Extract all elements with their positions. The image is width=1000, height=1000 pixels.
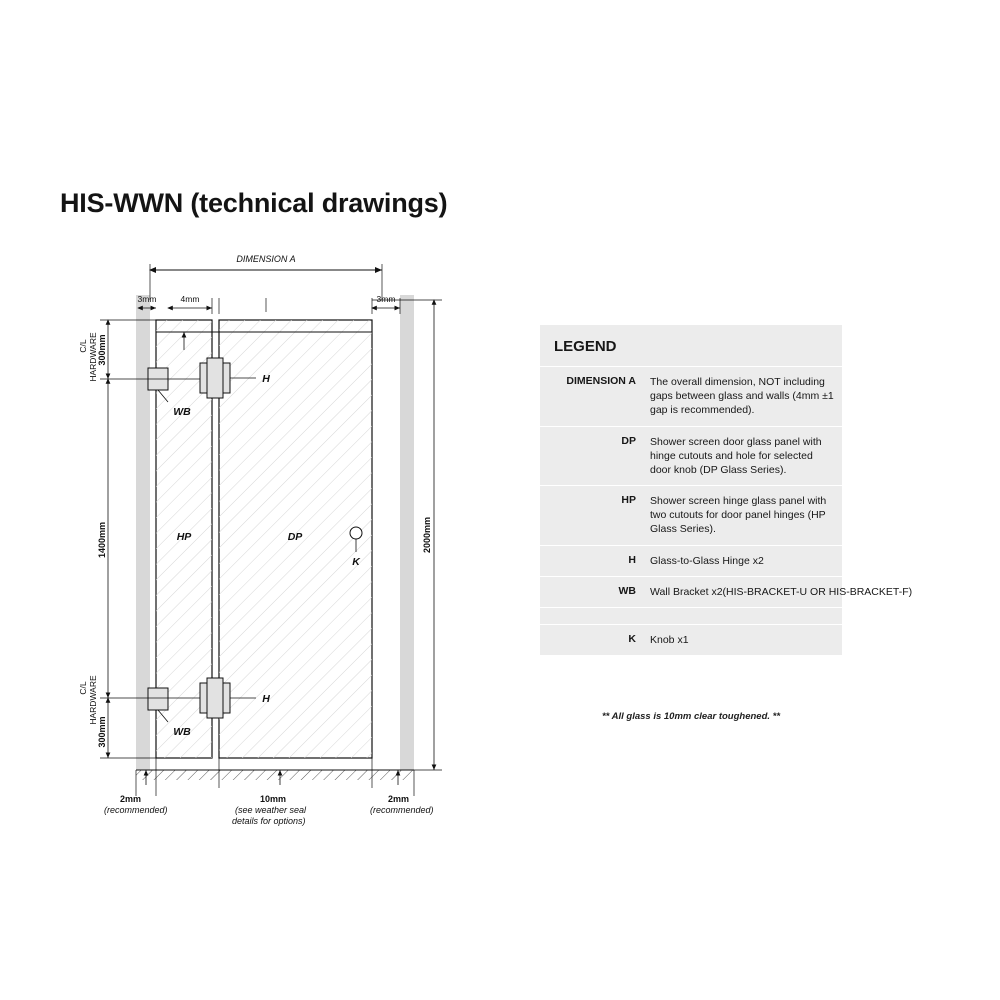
bottom-center-gap: 10mm [260, 794, 287, 804]
hardware-top-label-line1: C/L [78, 339, 88, 353]
panel-label-dp: DP [287, 531, 303, 543]
legend-title: LEGEND [540, 325, 842, 367]
legend-key: DIMENSION A [566, 375, 636, 387]
legend-row-wb [540, 577, 913, 608]
bottom-left-note: (recommended) [104, 805, 168, 815]
legend-row-dp [540, 427, 842, 487]
wall-right [400, 295, 414, 770]
legend-key: K [628, 632, 636, 645]
technical-drawing [60, 240, 490, 840]
bottom-left-gap: 2mm [120, 794, 142, 804]
legend-row-dimension-a [540, 367, 842, 427]
legend-value: Glass-to-Glass Hinge x2 [650, 554, 764, 567]
wall-bracket-bottom-label: WB [173, 726, 191, 738]
height-overall-dim: 2000mm [422, 516, 432, 554]
legend-key: HP [621, 494, 636, 507]
legend-spacer [540, 608, 842, 625]
wall-bracket-bottom [148, 688, 168, 710]
legend-key: WB [618, 584, 636, 597]
knob-label: K [352, 556, 360, 568]
panel-label-hp: HP [176, 531, 192, 543]
hinge-top-label: H [262, 373, 270, 385]
floor [136, 758, 414, 796]
legend-row-hp [540, 486, 842, 546]
hardware-bottom-label-line1: C/L [78, 681, 88, 695]
bottom-center-note-1: (see weather seal [235, 805, 307, 815]
legend-value: Shower screen hinge glass panel with two cutouts for door panel hinges (HP Glass Series). [650, 495, 827, 536]
legend-panel [540, 325, 913, 655]
wall-bracket-top-label: WB [173, 406, 191, 418]
gap-left-wall-label: 3mm [137, 294, 157, 304]
dimension-a-label: DIMENSION A [236, 254, 296, 264]
legend-value: Shower screen door glass panel with hinge cutouts and hole for selected door knob (DP Glass Series). [650, 435, 822, 476]
legend-value: The overall dimension, NOT including gaps between glass and walls (4mm ±1 gap is recommended). [650, 376, 834, 417]
legend-key: H [628, 553, 636, 566]
hinge-bottom-label: H [262, 693, 270, 705]
bottom-right-gap: 2mm [388, 794, 410, 804]
gap-between-panels-label: 4mm [180, 294, 200, 304]
legend-note: ** All glass is 10mm clear toughened. ** [601, 711, 781, 722]
middle-dim: 1400mm [97, 521, 107, 559]
gap-right-wall-label: 3mm [376, 294, 396, 304]
hardware-bottom-dim: 300mm [97, 716, 107, 748]
legend-key: DP [621, 434, 636, 447]
bottom-center-note-2: details for options) [232, 816, 306, 826]
hardware-bottom-label-line2: HARDWARE [88, 675, 98, 725]
legend-value: Wall Bracket x2(HIS-BRACKET-U OR HIS-BRACKET-F) [650, 585, 913, 598]
hardware-top-dim: 300mm [97, 334, 107, 366]
hardware-top-label-line2: HARDWARE [88, 332, 98, 382]
legend-value: Knob x1 [650, 633, 689, 646]
page-title: HIS-WWN (technical drawings) [60, 188, 448, 218]
legend-row-h [540, 546, 842, 577]
gap-dimensions [138, 294, 400, 314]
bottom-right-note: (recommended) [370, 805, 434, 815]
legend-row-k [540, 625, 842, 655]
